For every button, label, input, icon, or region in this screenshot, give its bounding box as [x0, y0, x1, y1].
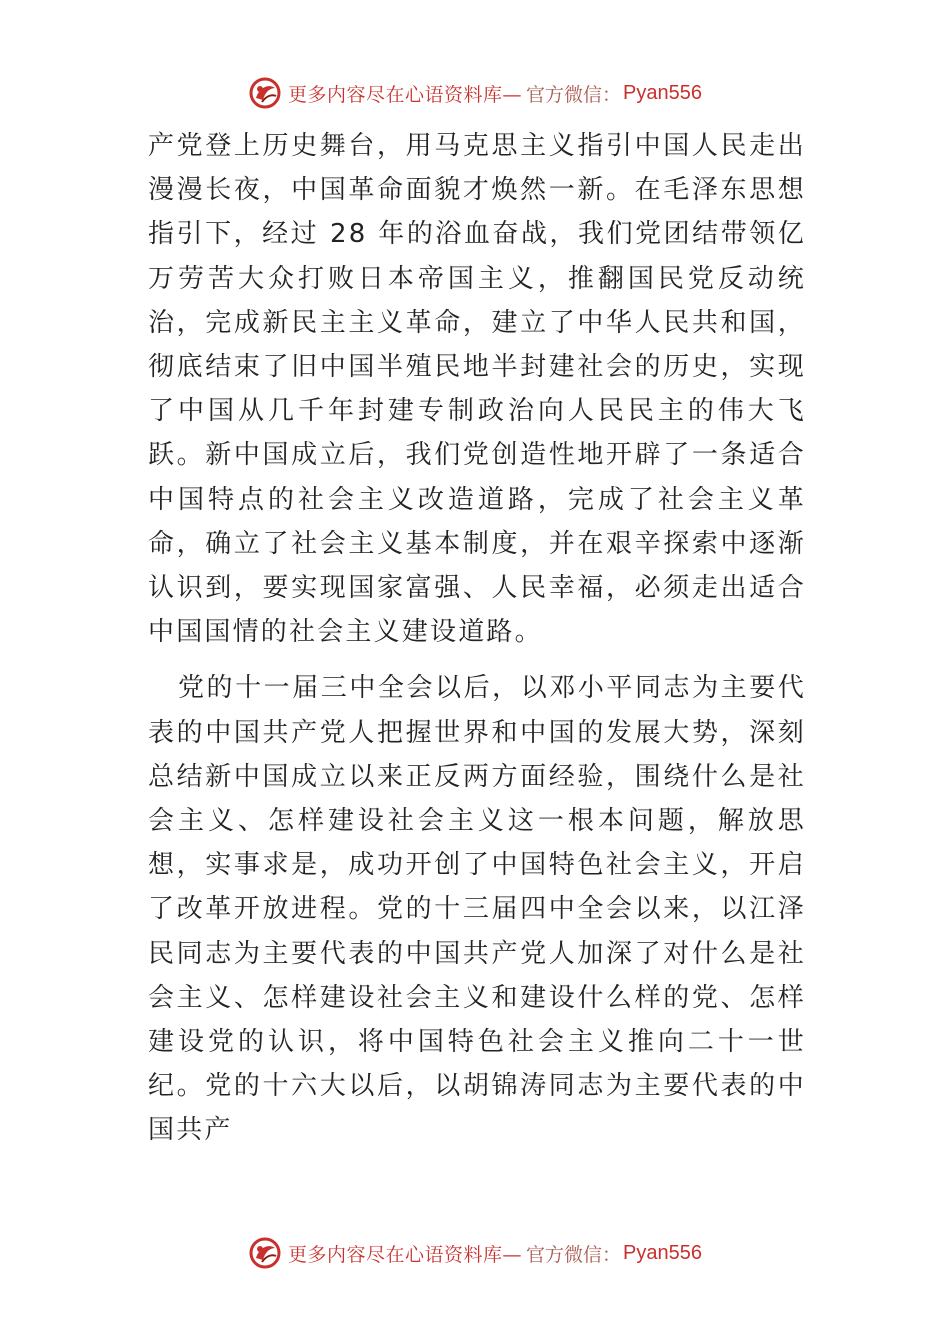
paragraph-2: 党的十一届三中全会以后，以邓小平同志为主要代表的中国共产党人把握世界和中国的发展大势，深刻总结新中国成立以来正反两方面经验，围绕什么是社会主义、怎样建设社会主义这一根本问题，解放思想，实事求是，成功开创了中国特色社会主义，开启了改革开放进程。党的十三届四中全会以来，以江泽民同志为主要代表的中国共产党人加深了对什么是社会主义、怎样建设社会主义和建设什么样的党、怎样建设党的认识，将中国特色社会主义推向二十一世纪。党的十六大以后，以胡锦涛同志为主要代表的中国共产 — [148, 673, 806, 1146]
header-banner-text: 更多内容尽在心语资料库— — [288, 83, 523, 106]
footer-wechat-label: 官方微信： — [526, 1243, 622, 1266]
footer-banner — [0, 1233, 950, 1273]
header-wechat-label: 官方微信： — [526, 83, 622, 106]
red-swirl-logo-icon — [248, 1236, 282, 1270]
document-body — [148, 124, 806, 1153]
red-swirl-logo-icon — [248, 76, 282, 110]
header-banner — [0, 73, 950, 113]
footer-wechat-id: Pyan556 — [623, 1241, 702, 1264]
footer-banner-text: 更多内容尽在心语资料库— — [288, 1243, 523, 1266]
paragraph-1: 产党登上历史舞台，用马克思主义指引中国人民走出漫漫长夜，中国革命面貌才焕然一新。在毛泽东思想指引下，经过 28 年的浴血奋战，我们党团结带领亿万劳苦大众打败日本帝国主义，推翻国民党反动统治，完成新民主主义革命，建立了中华人民共和国，彻底结束了旧中国半殖民地半封建社会的历史，实现了中国从几千年封建专制政治向人民民主的伟大飞跃。新中国成立后，我们党创造性地开辟了一条适合中国特点的社会主义改造道路，完成了社会主义革命，确立了社会主义基本制度，并在艰辛探索中逐渐认识到，要实现国家富强、人民幸福，必须走出适合中国国情的社会主义建设道路。 — [148, 131, 806, 648]
header-wechat-id: Pyan556 — [623, 81, 702, 104]
